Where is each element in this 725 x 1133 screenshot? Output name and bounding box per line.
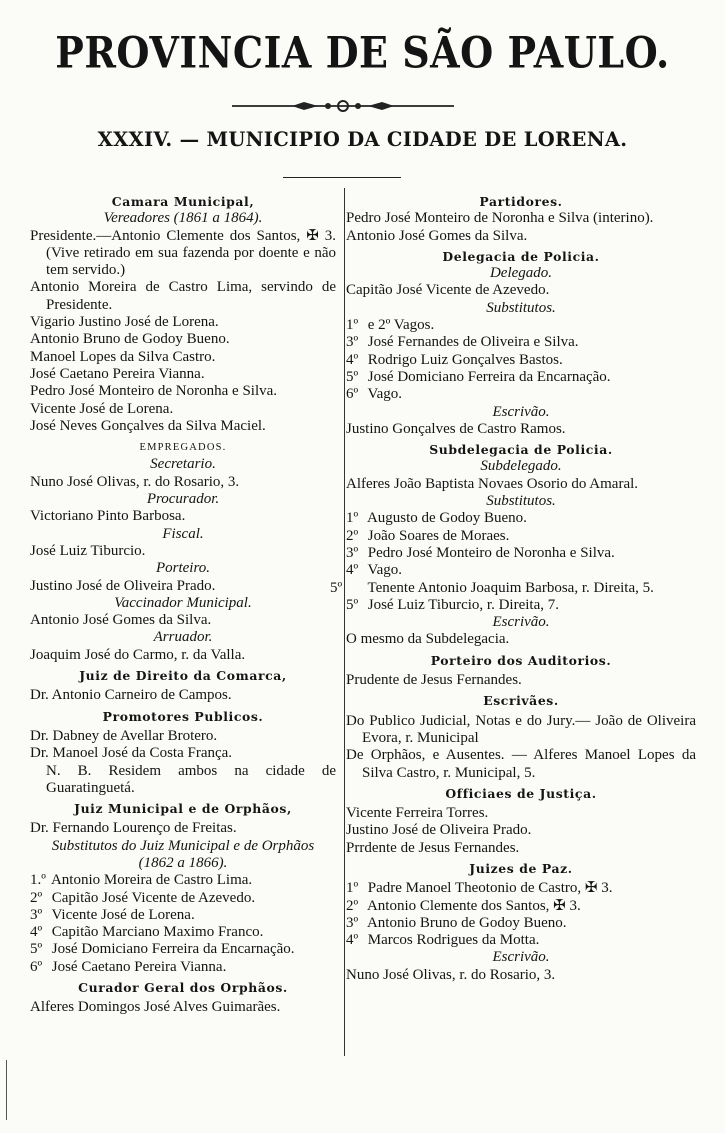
secretario-name: Nuno José Olivas, r. do Rosario, 3. [30,473,240,490]
delegacia-heading: Delegacia de Policia. [442,248,600,264]
person-name: Capitão José Vicente de Azevedo. [51,889,256,906]
arruador-title: Arruador. [153,629,213,646]
vaccinador-title: Vaccinador Municipal. [114,594,252,611]
juiz-municipal-name: Dr. Fernando Lourenço de Freitas. [30,820,237,837]
empregados-heading: EMPREGADOS. [139,442,227,454]
ordinal: 1º [346,880,359,897]
curador-heading: Curador Geral dos Orphãos. [78,980,288,996]
fiscal-name: José Luiz Tiburcio. [30,542,146,559]
promotor-entry: Dr. Dabney de Avellar Brotero. [30,727,218,744]
camara-heading: Camara Municipal, [111,194,255,209]
list-item [346,334,696,351]
escrivao-title: Escrivão. [492,949,550,966]
delegado-name: Capitão José Vicente de Azevedo. [346,282,550,299]
arruador-name: Joaquim José do Carmo, r. da Valla. [30,646,246,663]
escrivao-name: Nuno José Olivas, r. do Rosario, 3. [346,966,556,983]
list-item [346,386,696,403]
ordinal: 5º [330,579,343,596]
juiz-direito-heading: Juiz de Direito da Comarca, [79,668,287,684]
substitutos-title: Substitutos. [486,299,556,316]
person-name: Antonio Bruno de Godoy Bueno. [366,914,567,931]
section-title: XXXIV. — MUNICIPIO DA CIDADE DE LORENA. [97,128,628,151]
member-entry: Vicente José de Lorena. [30,400,174,417]
list-item [30,924,336,941]
promotores-heading: Promotores Publicos. [102,708,264,724]
list-item [330,579,696,597]
partidor-entry: Antonio José Gomes da Silva. [346,227,528,244]
list-item [346,562,696,579]
person-name: Antonio Moreira de Castro Lima. [50,872,253,889]
column-divider [344,188,345,1056]
person-name: Vago. [367,562,403,579]
list-item [346,369,696,386]
right-column [330,190,696,984]
list-item [346,915,696,932]
partidores-heading: Partidores. [479,194,563,209]
page-edge-mark [6,1060,7,1120]
section-rule [283,177,401,178]
subdelegacia-heading: Subdelegacia de Policia. [429,442,613,458]
list-item [30,890,336,907]
person-name: João Soares de Moraes. [367,527,510,544]
list-item [30,907,336,924]
list-item [346,880,696,897]
ordinal: 6º [346,386,359,403]
porteiro-name: Justino José de Oliveira Prado. [30,577,216,594]
vereadores-title: Vereadores (1861 a 1864). [103,210,263,227]
porteiro-title: Porteiro. [155,560,211,577]
person-name: José Domiciano Ferreira da Encarnação. [367,368,611,385]
ordinal: 3º [346,544,359,561]
list-item [30,959,336,976]
ordinal: 2º [30,889,43,906]
ordinal: 5º [346,596,359,613]
escrivao-title: Escrivão. [492,614,550,631]
list-item [346,317,696,334]
ordinal: 4º [346,562,359,579]
ordinal: 1º [346,317,359,334]
person-name: Vicente José de Lorena. [51,906,195,923]
escrivao-title: Escrivão. [492,403,550,420]
promotor-entry: Dr. Manoel José da Costa França. [30,745,233,762]
promotores-note: N. B. Residem ambos na cidade de Guaratinguetá. [46,762,336,796]
list-item [346,510,696,527]
escrivao-name: O mesmo da Subdelegacia. [346,631,510,648]
ordinal: 2º [346,897,359,914]
member-entry: José Neves Gonçalves da Silva Maciel. [30,417,266,434]
ordinal: 3º [346,334,359,351]
member-entry: Antonio Moreira de Castro Lima, servindo de Presidente. [30,279,336,313]
person-name: José Domiciano Ferreira da Encarnação. [51,941,295,958]
ordinal: 1º [346,510,359,527]
person-name: Rodrigo Luiz Gonçalves Bastos. [367,351,563,368]
person-name: José Fernandes de Oliveira e Silva. [367,334,579,351]
juizes-heading: Juizes de Paz. [469,860,573,876]
person-name: Antonio Clemente dos Santos, ✠ 3. [366,897,581,914]
list-item [346,597,696,614]
list-item [30,872,336,889]
subdelegado-name: Alferes João Baptista Novaes Osorio do Amaral. [346,475,639,492]
ordinal: 3º [346,914,359,931]
fiscal-title: Fiscal. [162,525,204,542]
curador-name: Alferes Domingos José Alves Guimarães. [30,999,281,1016]
ordinal: 6º [30,958,43,975]
porteiro-heading: Porteiro dos Auditorios. [430,652,612,668]
ornament-divider [232,100,454,112]
person-name: Marcos Rodrigues da Motta. [367,932,540,949]
person-name: Capitão Marciano Maximo Franco. [51,924,264,941]
left-column [30,190,336,1017]
person-name: José Caetano Pereira Vianna. [51,958,227,975]
member-entry: Antonio Bruno de Godoy Bueno. [30,331,230,348]
oficial-entry: Justino José de Oliveira Prado. [346,822,532,839]
vaccinador-name: Antonio José Gomes da Silva. [30,612,212,629]
substitutos-title: Substitutos. [486,493,556,510]
list-item [346,932,696,949]
member-entry: Pedro José Monteiro de Noronha e Silva. [30,383,278,400]
subdelegado-title: Subdelegado. [480,458,562,475]
person-name: e 2º Vagos. [367,317,435,334]
ordinal: 1.º [30,872,46,889]
escrivao-entry: Do Publico Judicial, Notas e do Jury.— João de Oliveira Evora, r. Municipal [346,712,696,746]
person-name: José Luiz Tiburcio, r. Direita, 7. [367,596,559,613]
list-item [346,352,696,369]
ordinal: 5º [30,941,43,958]
juiz-municipal-heading: Juiz Municipal e de Orphãos, [74,801,292,817]
escrivao-entry: De Orphãos, e Ausentes. — Alferes Manoel Lopes da Silva Castro, r. Municipal, 5. [346,747,696,781]
juiz-direito-name: Dr. Antonio Carneiro de Campos. [30,687,232,704]
page-title: PROVINCIA DE SÃO PAULO. [55,27,670,78]
ordinal: 3º [30,906,43,923]
ordinal: 4º [346,932,359,949]
porteiro-name: Prudente de Jesus Fernandes. [346,672,522,689]
person-name: Tenente Antonio Joaquim Barbosa, r. Direita, 5. [367,579,654,596]
member-entry: Manoel Lopes da Silva Castro. [30,348,216,365]
list-item [346,528,696,545]
oficial-entry: Vicente Ferreira Torres. [346,805,489,822]
list-item [346,545,696,562]
substitutos-title: Substitutos do Juiz Municipal e de Orphãos (1862 a 1866). [51,837,315,871]
ordinal: 5º [346,368,359,385]
member-entry: José Caetano Pereira Vianna. [30,365,205,382]
list-item [346,898,696,915]
person-name: Vago. [367,386,403,403]
member-entry: Vigario Justino José de Lorena. [30,314,219,331]
escrivao-name: Justino Gonçalves de Castro Ramos. [346,420,566,437]
person-name: Padre Manoel Theotonio de Castro, ✠ 3. [367,880,613,897]
person-name: Pedro José Monteiro de Noronha e Silva. [367,544,615,561]
procurador-name: Victoriano Pinto Barbosa. [30,508,186,525]
procurador-title: Procurador. [146,491,220,508]
ordinal: 2º [346,527,359,544]
ordinal: 4º [30,924,43,941]
list-item [30,941,336,958]
delegado-title: Delegado. [489,265,553,282]
oficial-entry: Prrdente de Jesus Fernandes. [346,839,520,856]
escrivaes-heading: Escrivães. [483,693,559,709]
presidente-entry: Presidente.—Antonio Clemente dos Santos, ✠ 3. (Vive retirado em sua fazenda por doente e não tem servido.) [30,227,336,279]
ordinal: 4º [346,351,359,368]
partidor-entry: Pedro José Monteiro de Noronha e Silva (interino). [346,210,654,227]
person-name: Augusto de Godoy Bueno. [366,510,527,527]
secretario-title: Secretario. [150,456,216,473]
officiaes-heading: Officiaes de Justiça. [445,785,597,801]
